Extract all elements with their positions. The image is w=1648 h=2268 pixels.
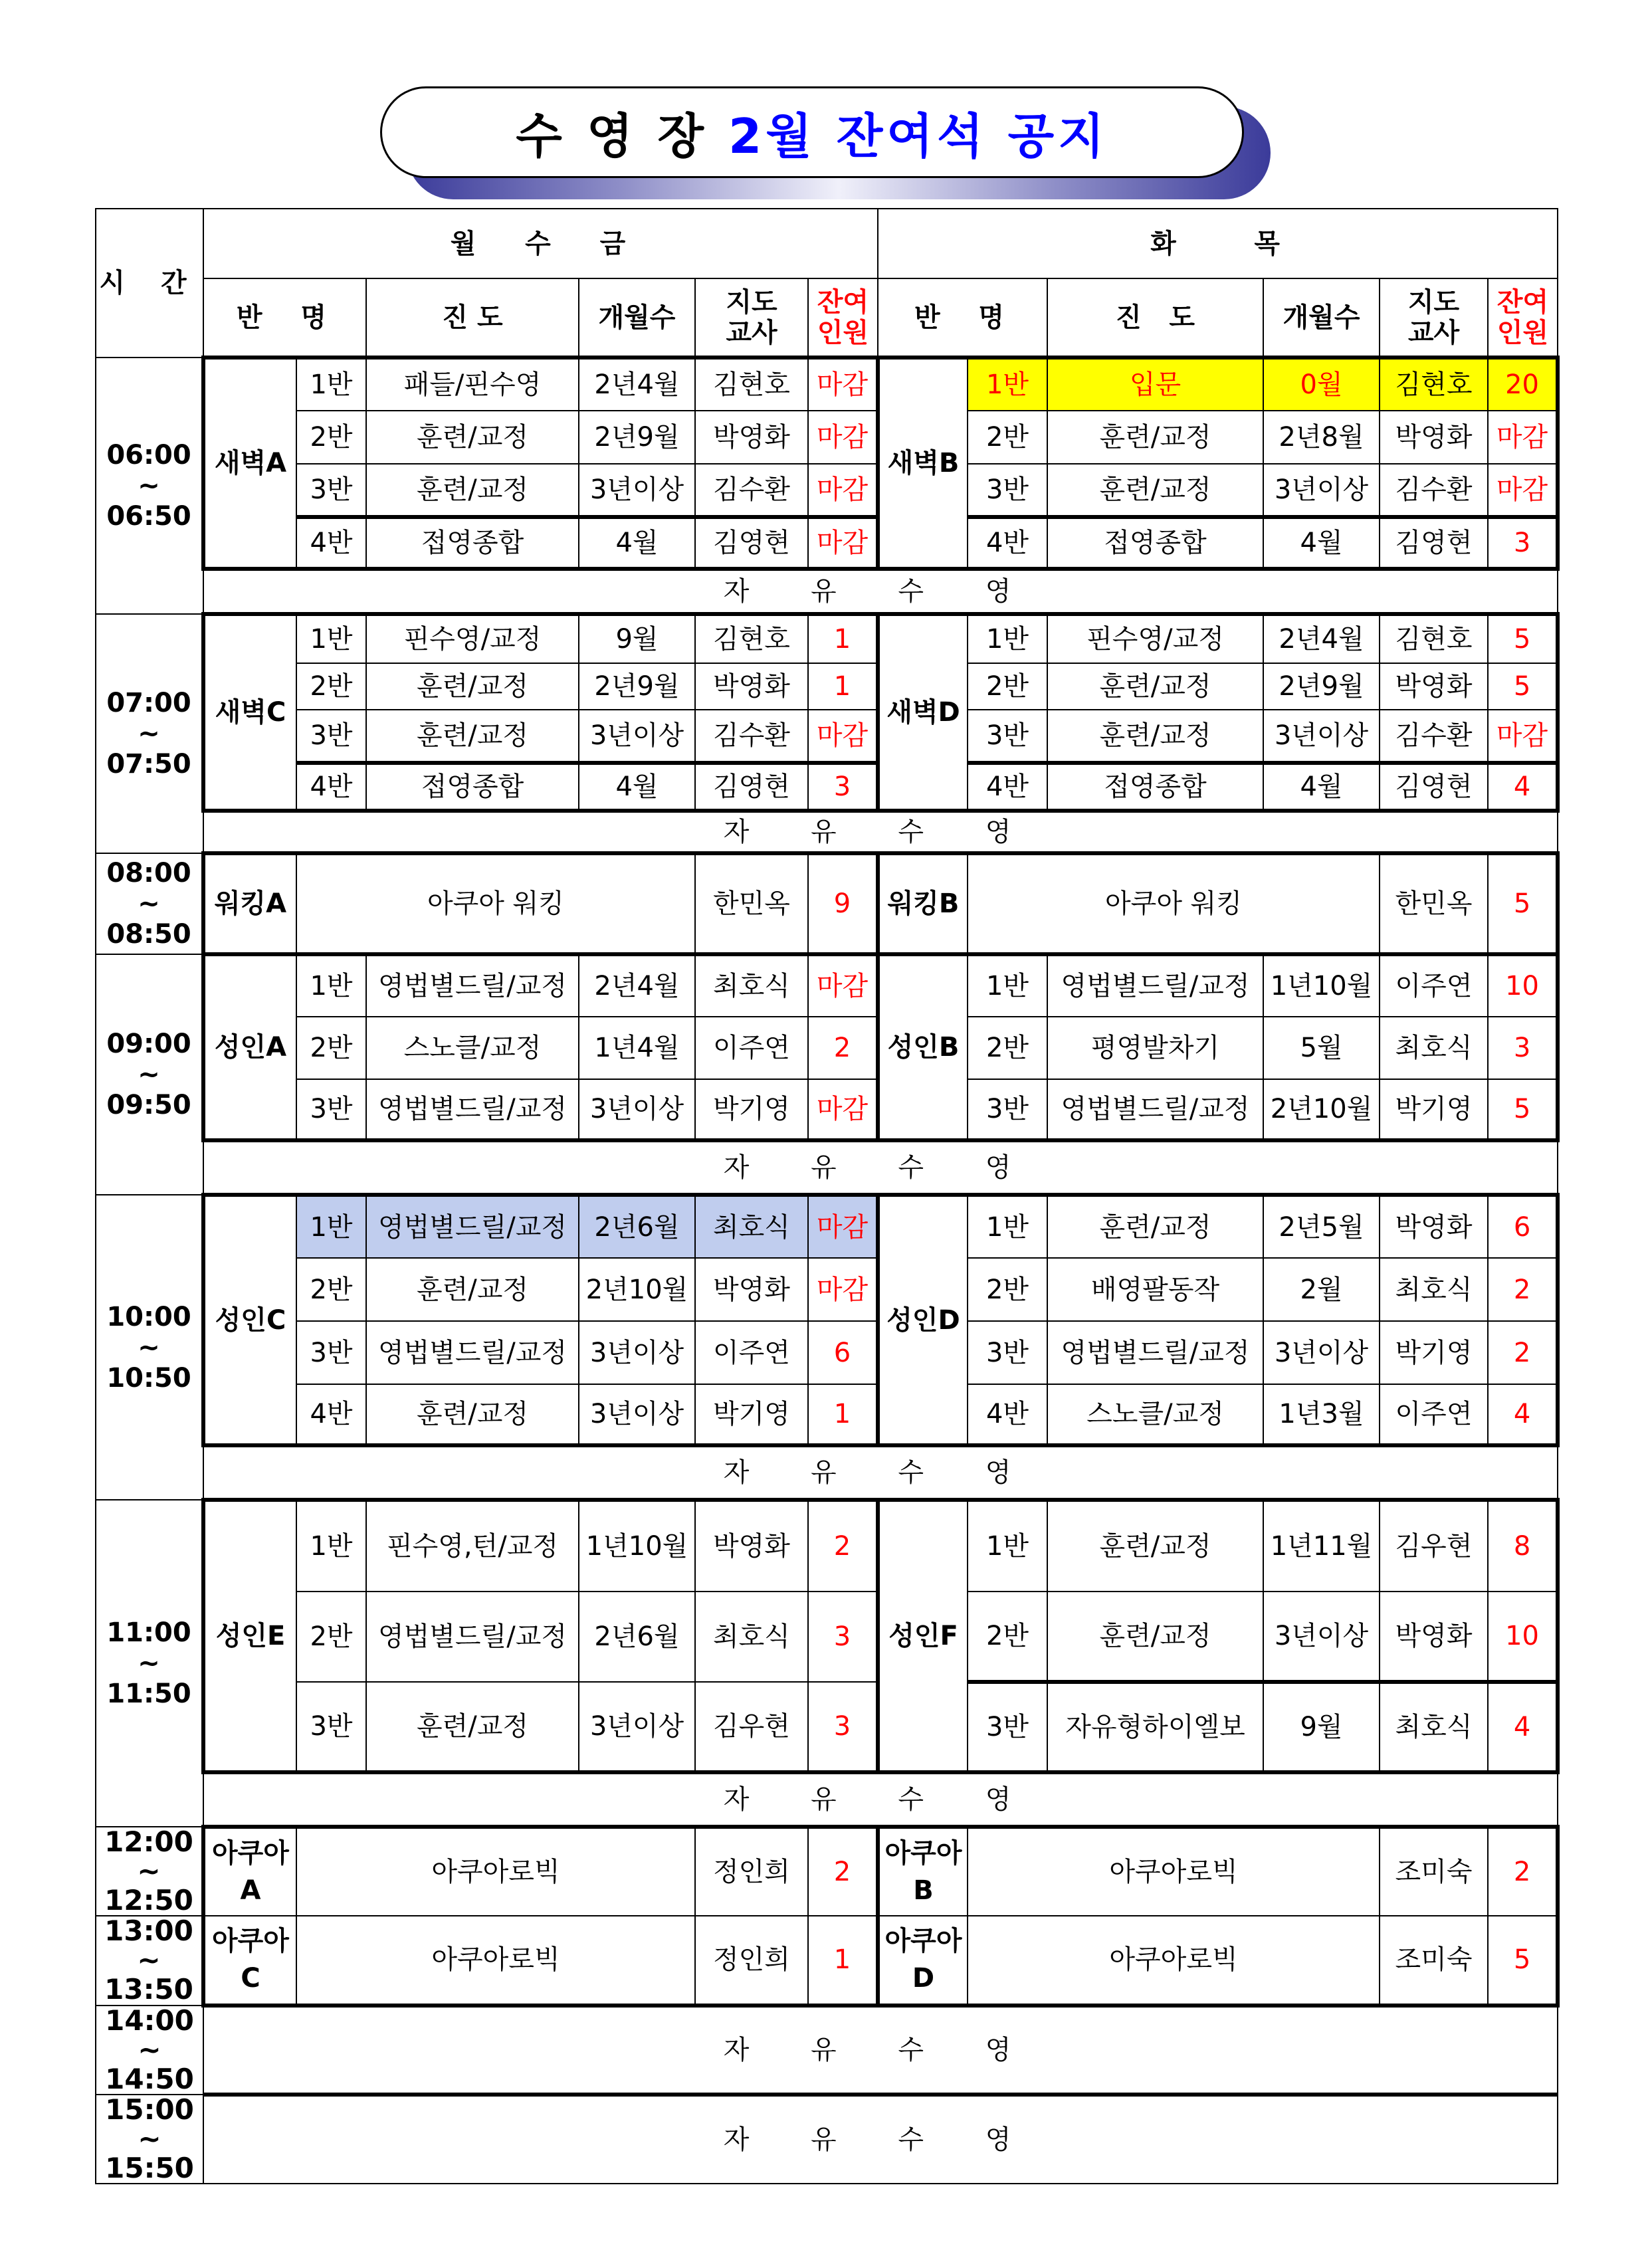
class-cell: 1반 bbox=[296, 1500, 366, 1592]
months-cell: 3년이상 bbox=[579, 1079, 695, 1140]
table-row bbox=[96, 1916, 1558, 2005]
teacher-cell: 이주연 bbox=[1380, 954, 1488, 1017]
free-swim-label: 자 유 수 영 bbox=[203, 569, 1558, 614]
progress-cell: 훈련/교정 bbox=[366, 411, 579, 464]
class-cell: 3반 bbox=[968, 1682, 1047, 1772]
months-cell: 3년이상 bbox=[579, 1321, 695, 1384]
header-teacher-line2: 교사 bbox=[1407, 317, 1460, 348]
group-label: 성인D bbox=[878, 1195, 968, 1445]
remain-cell: 마감 bbox=[1488, 411, 1558, 464]
time-slot-1400: 14:00 ~ 14:50 bbox=[96, 2006, 203, 2095]
remain-cell-highlighted: 마감 bbox=[808, 1195, 878, 1258]
teacher-cell: 박기영 bbox=[695, 1079, 808, 1140]
remain-cell: 5 bbox=[1488, 614, 1558, 663]
class-cell: 2반 bbox=[296, 1592, 366, 1682]
teacher-cell: 박영화 bbox=[1380, 411, 1488, 464]
header-progress-right: 진 도 bbox=[1047, 278, 1263, 358]
group-label: 워킹A bbox=[203, 853, 296, 954]
header-time: 시 간 bbox=[96, 209, 203, 358]
progress-cell: 접영종합 bbox=[1047, 517, 1263, 569]
remain-cell: 3 bbox=[808, 763, 878, 811]
class-cell: 4반 bbox=[968, 517, 1047, 569]
progress-cell: 훈련/교정 bbox=[1047, 663, 1263, 710]
teacher-cell: 최호식 bbox=[695, 954, 808, 1017]
remain-cell: 5 bbox=[1488, 1916, 1558, 2005]
group-label: 새벽C bbox=[203, 614, 296, 811]
progress-cell: 핀수영/교정 bbox=[1047, 614, 1263, 663]
progress-cell: 영법별드릴/교정 bbox=[1047, 954, 1263, 1017]
remain-cell: 3 bbox=[808, 1682, 878, 1772]
group-label: 성인A bbox=[203, 954, 296, 1140]
table-row bbox=[96, 1682, 1558, 1772]
header-remain-line2: 인원 bbox=[817, 317, 869, 348]
header-teacher-line1: 지도 bbox=[726, 286, 777, 318]
teacher-cell: 한민옥 bbox=[1380, 853, 1488, 954]
progress-cell: 훈련/교정 bbox=[1047, 1592, 1263, 1682]
months-cell: 1년10월 bbox=[579, 1500, 695, 1592]
table-row bbox=[96, 1827, 1558, 1916]
header-class-right: 반 명 bbox=[878, 278, 1047, 358]
teacher-cell: 박영화 bbox=[1380, 1592, 1488, 1682]
remain-cell: 3 bbox=[808, 1592, 878, 1682]
progress-cell: 훈련/교정 bbox=[1047, 411, 1263, 464]
program-cell: 아쿠아 워킹 bbox=[296, 853, 695, 954]
remain-cell: 2 bbox=[1488, 1827, 1558, 1916]
class-cell: 1반 bbox=[296, 954, 366, 1017]
group-label: 새벽D bbox=[878, 614, 968, 811]
remain-cell: 마감 bbox=[1488, 464, 1558, 517]
progress-cell: 패들/핀수영 bbox=[366, 358, 579, 411]
teacher-cell: 정인희 bbox=[695, 1827, 808, 1916]
remain-cell: 마감 bbox=[808, 517, 878, 569]
progress-cell: 훈련/교정 bbox=[366, 1258, 579, 1321]
teacher-cell: 박영화 bbox=[695, 411, 808, 464]
remain-cell: 5 bbox=[1488, 1079, 1558, 1140]
group-label: 성인B bbox=[878, 954, 968, 1140]
title-pill bbox=[380, 86, 1244, 178]
months-cell: 4월 bbox=[579, 517, 695, 569]
time-slot-1500: 15:00 ~ 15:50 bbox=[96, 2095, 203, 2184]
class-cell: 3반 bbox=[968, 710, 1047, 763]
table-row bbox=[96, 710, 1558, 763]
progress-cell: 훈련/교정 bbox=[1047, 710, 1263, 763]
teacher-cell: 김영현 bbox=[695, 517, 808, 569]
class-cell: 2반 bbox=[968, 1592, 1047, 1682]
remain-cell: 마감 bbox=[808, 411, 878, 464]
table-row bbox=[96, 1384, 1558, 1445]
class-cell: 1반 bbox=[296, 614, 366, 663]
table-row bbox=[96, 1079, 1558, 1140]
class-cell: 4반 bbox=[296, 1384, 366, 1445]
months-cell: 3년이상 bbox=[1263, 464, 1380, 517]
progress-cell: 접영종합 bbox=[1047, 763, 1263, 811]
header-remain-line1: 잔여 bbox=[1496, 286, 1549, 318]
months-cell: 2년6월 bbox=[579, 1592, 695, 1682]
class-cell: 2반 bbox=[296, 1017, 366, 1079]
table-row bbox=[96, 614, 1558, 663]
class-cell: 1반 bbox=[968, 1195, 1047, 1258]
header-remain bbox=[808, 278, 878, 358]
header-row-columns bbox=[96, 278, 1558, 358]
remain-cell: 2 bbox=[808, 1500, 878, 1592]
teacher-cell: 최호식 bbox=[695, 1592, 808, 1682]
class-cell-highlighted: 1반 bbox=[296, 1195, 366, 1258]
group-label: 아쿠아 C bbox=[203, 1916, 296, 2005]
months-cell: 2년9월 bbox=[579, 663, 695, 710]
progress-cell: 영법별드릴/교정 bbox=[1047, 1321, 1263, 1384]
months-cell: 3년이상 bbox=[579, 1384, 695, 1445]
table-row bbox=[96, 1017, 1558, 1079]
program-cell: 아쿠아로빅 bbox=[296, 1827, 695, 1916]
teacher-cell: 박영화 bbox=[695, 1258, 808, 1321]
header-remain-line2: 인원 bbox=[1496, 317, 1549, 348]
teacher-cell: 김영현 bbox=[1380, 763, 1488, 811]
table-row bbox=[96, 954, 1558, 1017]
free-swim-label: 자 유 수 영 bbox=[203, 1140, 1558, 1195]
progress-cell: 스노클/교정 bbox=[366, 1017, 579, 1079]
remain-cell: 1 bbox=[808, 663, 878, 710]
progress-cell: 영법별드릴/교정 bbox=[1047, 1079, 1263, 1140]
remain-cell: 마감 bbox=[1488, 710, 1558, 763]
progress-cell: 평영발차기 bbox=[1047, 1017, 1263, 1079]
table-row bbox=[96, 411, 1558, 464]
remain-cell: 3 bbox=[1488, 517, 1558, 569]
teacher-cell: 이주연 bbox=[1380, 1384, 1488, 1445]
progress-cell-highlighted: 입문 bbox=[1047, 358, 1263, 411]
remain-cell: 9 bbox=[808, 853, 878, 954]
table-row bbox=[96, 1195, 1558, 1258]
table-row bbox=[96, 464, 1558, 517]
months-cell: 3년이상 bbox=[579, 1682, 695, 1772]
class-cell: 2반 bbox=[296, 1258, 366, 1321]
teacher-cell: 이주연 bbox=[695, 1017, 808, 1079]
table-row bbox=[96, 517, 1558, 569]
free-swim-label: 자 유 수 영 bbox=[203, 811, 1558, 853]
group-label: 워킹B bbox=[878, 853, 968, 954]
program-cell: 아쿠아 워킹 bbox=[968, 853, 1380, 954]
teacher-cell: 김수환 bbox=[695, 464, 808, 517]
class-cell: 3반 bbox=[296, 1321, 366, 1384]
progress-cell: 훈련/교정 bbox=[366, 1384, 579, 1445]
months-cell: 3년이상 bbox=[1263, 710, 1380, 763]
months-cell: 2년4월 bbox=[1263, 614, 1380, 663]
progress-cell: 핀수영,턴/교정 bbox=[366, 1500, 579, 1592]
remain-cell: 5 bbox=[1488, 853, 1558, 954]
class-cell: 4반 bbox=[968, 763, 1047, 811]
progress-cell: 영법별드릴/교정 bbox=[366, 1079, 579, 1140]
page-title bbox=[516, 98, 1108, 167]
time-slot-0800: 08:00 ~ 08:50 bbox=[96, 853, 203, 954]
teacher-cell: 한민옥 bbox=[695, 853, 808, 954]
teacher-cell: 박영화 bbox=[695, 1500, 808, 1592]
header-remain-right bbox=[1488, 278, 1558, 358]
remain-cell: 마감 bbox=[808, 1079, 878, 1140]
group-label: 성인C bbox=[203, 1195, 296, 1445]
teacher-cell: 박기영 bbox=[1380, 1079, 1488, 1140]
free-swim-row bbox=[96, 811, 1558, 853]
header-teacher bbox=[695, 278, 808, 358]
class-cell: 2반 bbox=[968, 663, 1047, 710]
remain-cell: 마감 bbox=[808, 710, 878, 763]
months-cell: 4월 bbox=[579, 763, 695, 811]
remain-cell: 마감 bbox=[808, 1258, 878, 1321]
table-row bbox=[96, 663, 1558, 710]
months-cell: 2년10월 bbox=[1263, 1079, 1380, 1140]
header-remain-line1: 잔여 bbox=[817, 286, 869, 318]
teacher-cell: 김영현 bbox=[1380, 517, 1488, 569]
table-row bbox=[96, 1500, 1558, 1592]
remain-cell: 10 bbox=[1488, 954, 1558, 1017]
time-slot-1100: 11:00 ~ 11:50 bbox=[96, 1500, 203, 1827]
progress-cell: 배영팔동작 bbox=[1047, 1258, 1263, 1321]
free-swim-label: 자 유 수 영 bbox=[203, 1445, 1558, 1500]
class-cell: 1반 bbox=[296, 358, 366, 411]
progress-cell-highlighted: 영법별드릴/교정 bbox=[366, 1195, 579, 1258]
progress-cell: 영법별드릴/교정 bbox=[366, 1592, 579, 1682]
header-class: 반 명 bbox=[203, 278, 366, 358]
teacher-cell: 박영화 bbox=[1380, 1195, 1488, 1258]
months-cell: 5월 bbox=[1263, 1017, 1380, 1079]
teacher-cell: 김우현 bbox=[695, 1682, 808, 1772]
teacher-cell: 김수환 bbox=[695, 710, 808, 763]
months-cell: 1년3월 bbox=[1263, 1384, 1380, 1445]
months-cell: 2년8월 bbox=[1263, 411, 1380, 464]
title-banner bbox=[380, 86, 1271, 199]
table-row bbox=[96, 853, 1558, 954]
title-part-pool: 수 영 장 bbox=[516, 108, 708, 164]
progress-cell: 훈련/교정 bbox=[366, 663, 579, 710]
class-cell: 3반 bbox=[968, 1079, 1047, 1140]
teacher-cell: 김현호 bbox=[1380, 614, 1488, 663]
months-cell: 3년이상 bbox=[579, 710, 695, 763]
teacher-cell: 김수환 bbox=[1380, 464, 1488, 517]
months-cell: 9월 bbox=[1263, 1682, 1380, 1772]
months-cell: 9월 bbox=[579, 614, 695, 663]
remain-cell: 2 bbox=[808, 1017, 878, 1079]
progress-cell: 훈련/교정 bbox=[1047, 464, 1263, 517]
class-cell: 3반 bbox=[296, 1079, 366, 1140]
program-cell: 아쿠아로빅 bbox=[296, 1916, 695, 2005]
free-swim-label: 자 유 수 영 bbox=[203, 2006, 1558, 2095]
group-label: 새벽A bbox=[203, 358, 296, 569]
remain-cell: 4 bbox=[1488, 1384, 1558, 1445]
teacher-cell: 김수환 bbox=[1380, 710, 1488, 763]
group-label: 아쿠아 A bbox=[203, 1827, 296, 1916]
header-days-tue-thu: 화 목 bbox=[878, 209, 1558, 278]
free-swim-row bbox=[96, 1445, 1558, 1500]
months-cell: 2년5월 bbox=[1263, 1195, 1380, 1258]
program-cell: 아쿠아로빅 bbox=[968, 1827, 1380, 1916]
remain-cell: 마감 bbox=[808, 358, 878, 411]
class-cell: 1반 bbox=[968, 614, 1047, 663]
table-row bbox=[96, 763, 1558, 811]
time-slot-0600: 06:00 ~ 06:50 bbox=[96, 358, 203, 614]
teacher-cell: 김영현 bbox=[695, 763, 808, 811]
progress-cell: 훈련/교정 bbox=[366, 464, 579, 517]
group-label: 성인F bbox=[878, 1500, 968, 1772]
program-cell: 아쿠아로빅 bbox=[968, 1916, 1380, 2005]
months-cell: 3년이상 bbox=[1263, 1592, 1380, 1682]
remain-cell: 4 bbox=[1488, 1682, 1558, 1772]
remain-cell: 6 bbox=[1488, 1195, 1558, 1258]
group-label: 성인E bbox=[203, 1500, 296, 1772]
class-cell: 4반 bbox=[296, 763, 366, 811]
teacher-cell: 최호식 bbox=[1380, 1682, 1488, 1772]
remain-cell: 마감 bbox=[808, 464, 878, 517]
class-cell: 2반 bbox=[296, 663, 366, 710]
teacher-cell: 정인희 bbox=[695, 1916, 808, 2005]
remain-cell: 1 bbox=[808, 1384, 878, 1445]
group-label: 아쿠아 D bbox=[878, 1916, 968, 2005]
free-swim-row bbox=[96, 1140, 1558, 1195]
remain-cell: 5 bbox=[1488, 663, 1558, 710]
class-cell: 1반 bbox=[968, 1500, 1047, 1592]
class-cell: 4반 bbox=[968, 1384, 1047, 1445]
months-cell: 3년이상 bbox=[1263, 1321, 1380, 1384]
teacher-cell: 조미숙 bbox=[1380, 1827, 1488, 1916]
time-slot-1200: 12:00 ~ 12:50 bbox=[96, 1827, 203, 1916]
months-cell-highlighted: 0월 bbox=[1263, 358, 1380, 411]
remain-cell: 마감 bbox=[808, 954, 878, 1017]
class-cell: 3반 bbox=[296, 464, 366, 517]
months-cell: 2월 bbox=[1263, 1258, 1380, 1321]
free-swim-label: 자 유 수 영 bbox=[203, 1772, 1558, 1827]
class-cell: 2반 bbox=[968, 411, 1047, 464]
progress-cell: 자유형하이엘보 bbox=[1047, 1682, 1263, 1772]
teacher-cell: 김우현 bbox=[1380, 1500, 1488, 1592]
remain-cell: 1 bbox=[808, 614, 878, 663]
table-row bbox=[96, 2095, 1558, 2184]
progress-cell: 스노클/교정 bbox=[1047, 1384, 1263, 1445]
time-slot-0700: 07:00 ~ 07:50 bbox=[96, 614, 203, 853]
table-row bbox=[96, 2006, 1558, 2095]
class-cell: 3반 bbox=[296, 1682, 366, 1772]
class-cell: 4반 bbox=[296, 517, 366, 569]
progress-cell: 훈련/교정 bbox=[366, 1682, 579, 1772]
header-teacher-right bbox=[1380, 278, 1488, 358]
teacher-cell: 김현호 bbox=[695, 614, 808, 663]
remain-cell: 6 bbox=[808, 1321, 878, 1384]
teacher-cell: 박영화 bbox=[695, 663, 808, 710]
table-row bbox=[96, 1321, 1558, 1384]
free-swim-label: 자 유 수 영 bbox=[203, 2095, 1558, 2184]
table-row bbox=[96, 1592, 1558, 1682]
progress-cell: 접영종합 bbox=[366, 517, 579, 569]
teacher-cell: 김현호 bbox=[695, 358, 808, 411]
months-cell: 1년11월 bbox=[1263, 1500, 1380, 1592]
progress-cell: 접영종합 bbox=[366, 763, 579, 811]
header-teacher-line2: 교사 bbox=[726, 317, 777, 348]
class-cell: 2반 bbox=[968, 1017, 1047, 1079]
teacher-cell: 조미숙 bbox=[1380, 1916, 1488, 2005]
class-cell: 1반 bbox=[968, 954, 1047, 1017]
class-cell: 2반 bbox=[968, 1258, 1047, 1321]
months-cell: 2년9월 bbox=[1263, 663, 1380, 710]
header-progress: 진 도 bbox=[366, 278, 579, 358]
progress-cell: 영법별드릴/교정 bbox=[366, 954, 579, 1017]
progress-cell: 영법별드릴/교정 bbox=[366, 1321, 579, 1384]
schedule-table bbox=[95, 208, 1560, 2184]
months-cell: 1년4월 bbox=[579, 1017, 695, 1079]
header-teacher-line1: 지도 bbox=[1407, 286, 1460, 318]
time-slot-1300: 13:00 ~ 13:50 bbox=[96, 1916, 203, 2005]
remain-cell: 2 bbox=[808, 1827, 878, 1916]
teacher-cell-highlighted: 최호식 bbox=[695, 1195, 808, 1258]
group-label: 아쿠아 B bbox=[878, 1827, 968, 1916]
progress-cell: 훈련/교정 bbox=[1047, 1500, 1263, 1592]
time-slot-0900: 09:00 ~ 09:50 bbox=[96, 954, 203, 1195]
remain-cell: 4 bbox=[1488, 763, 1558, 811]
remain-cell: 2 bbox=[1488, 1258, 1558, 1321]
header-months: 개월수 bbox=[579, 278, 695, 358]
teacher-cell: 최호식 bbox=[1380, 1258, 1488, 1321]
teacher-cell: 박기영 bbox=[695, 1384, 808, 1445]
header-months-right: 개월수 bbox=[1263, 278, 1380, 358]
class-cell: 3반 bbox=[968, 1321, 1047, 1384]
title-part-notice: 2월 잔여석 공지 bbox=[728, 108, 1108, 164]
class-cell: 3반 bbox=[296, 710, 366, 763]
months-cell-highlighted: 2년6월 bbox=[579, 1195, 695, 1258]
teacher-cell-highlighted: 김현호 bbox=[1380, 358, 1488, 411]
remain-cell: 8 bbox=[1488, 1500, 1558, 1592]
class-cell: 3반 bbox=[968, 464, 1047, 517]
remain-cell: 10 bbox=[1488, 1592, 1558, 1682]
months-cell: 3년이상 bbox=[579, 464, 695, 517]
teacher-cell: 박영화 bbox=[1380, 663, 1488, 710]
free-swim-row bbox=[96, 1772, 1558, 1827]
remain-cell-highlighted: 20 bbox=[1488, 358, 1558, 411]
months-cell: 2년10월 bbox=[579, 1258, 695, 1321]
months-cell: 2년9월 bbox=[579, 411, 695, 464]
time-slot-1000: 10:00 ~ 10:50 bbox=[96, 1195, 203, 1500]
group-label: 새벽B bbox=[878, 358, 968, 569]
remain-cell: 2 bbox=[1488, 1321, 1558, 1384]
teacher-cell: 이주연 bbox=[695, 1321, 808, 1384]
months-cell: 4월 bbox=[1263, 517, 1380, 569]
header-days-mon-wed-fri: 월 수 금 bbox=[203, 209, 878, 278]
progress-cell: 훈련/교정 bbox=[1047, 1195, 1263, 1258]
table-row bbox=[96, 358, 1558, 411]
class-cell-highlighted: 1반 bbox=[968, 358, 1047, 411]
months-cell: 2년4월 bbox=[579, 954, 695, 1017]
class-cell: 2반 bbox=[296, 411, 366, 464]
progress-cell: 훈련/교정 bbox=[366, 710, 579, 763]
months-cell: 2년4월 bbox=[579, 358, 695, 411]
table-row bbox=[96, 1258, 1558, 1321]
remain-cell: 1 bbox=[808, 1916, 878, 2005]
progress-cell: 핀수영/교정 bbox=[366, 614, 579, 663]
teacher-cell: 최호식 bbox=[1380, 1017, 1488, 1079]
remain-cell: 3 bbox=[1488, 1017, 1558, 1079]
header-row-days bbox=[96, 209, 1558, 278]
teacher-cell: 박기영 bbox=[1380, 1321, 1488, 1384]
months-cell: 1년10월 bbox=[1263, 954, 1380, 1017]
free-swim-row bbox=[96, 569, 1558, 614]
months-cell: 4월 bbox=[1263, 763, 1380, 811]
